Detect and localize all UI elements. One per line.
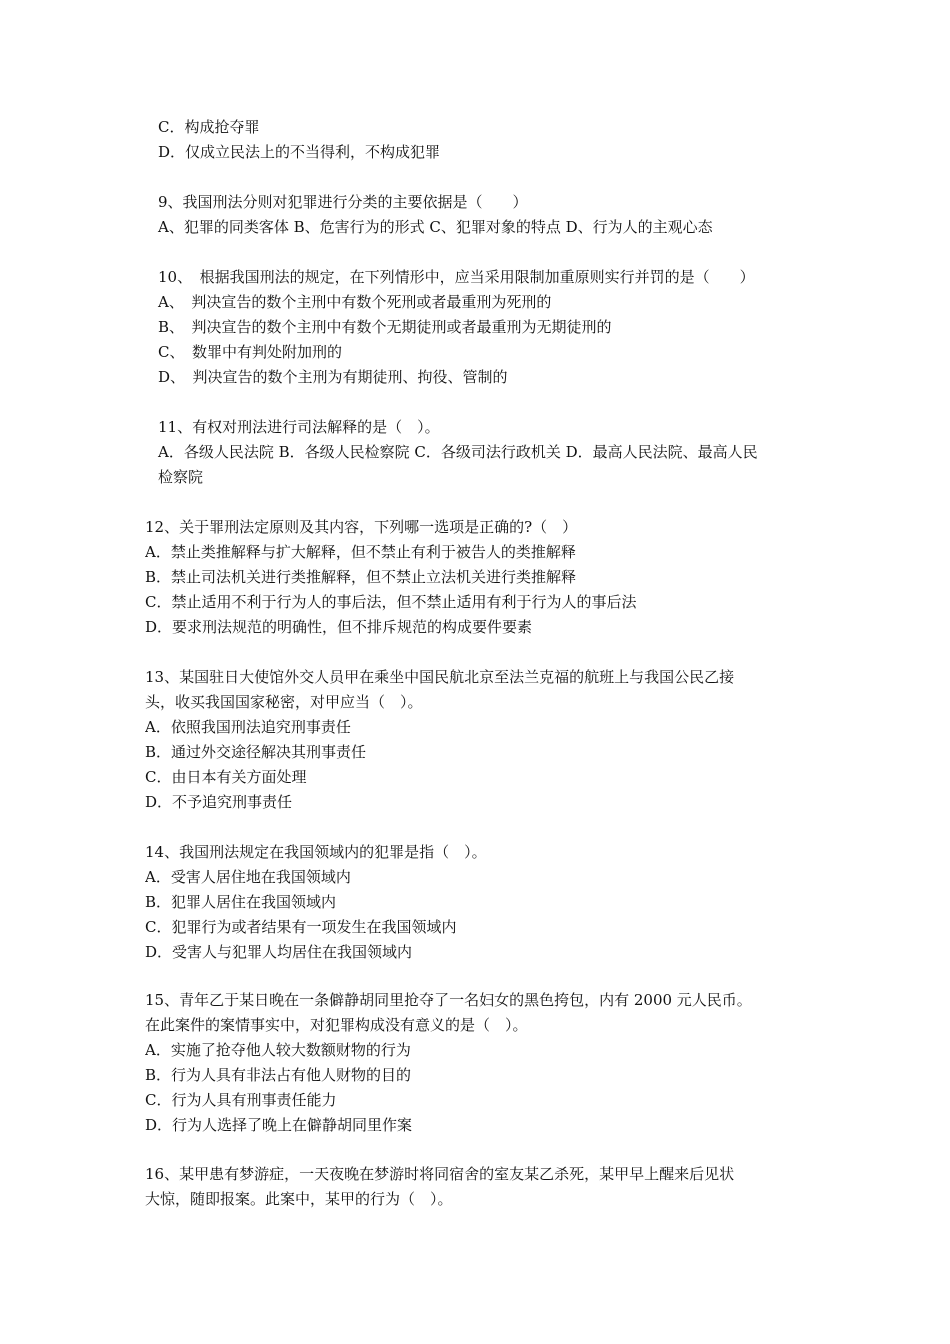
q15-option-a: A．实施了抢夺他人较大数额财物的行为 bbox=[145, 1041, 411, 1059]
question-10 bbox=[145, 265, 815, 390]
question-12 bbox=[145, 515, 815, 640]
q10-option-a: A、 判决宣告的数个主刑中有数个死刑或者最重刑为死刑的 bbox=[158, 293, 552, 311]
q12-option-d: D．要求刑法规范的明确性，但不排斥规范的构成要件要素 bbox=[145, 618, 533, 636]
question-9 bbox=[145, 190, 815, 240]
question-14 bbox=[145, 840, 815, 965]
q9-stem: 9、我国刑法分则对犯罪进行分类的主要依据是（ ） bbox=[158, 193, 528, 211]
q15-stem-line-2: 在此案件的案情事实中，对犯罪构成没有意义的是（ ）。 bbox=[145, 1016, 528, 1034]
q14-stem: 14、我国刑法规定在我国领域内的犯罪是指（ ）。 bbox=[145, 843, 487, 861]
q13-option-a: A．依照我国刑法追究刑事责任 bbox=[145, 718, 351, 736]
q13-stem-line-1: 13、某国驻日大使馆外交人员甲在乘坐中国民航北京至法兰克福的航班上与我国公民乙接 bbox=[145, 668, 735, 686]
q9-options: A、犯罪的同类客体 B、危害行为的形式 C、犯罪对象的特点 D、行为人的主观心态 bbox=[158, 218, 713, 236]
q14-option-d: D．受害人与犯罪人均居住在我国领域内 bbox=[145, 943, 413, 961]
q16-stem-line-1: 16、某甲患有梦游症，一天夜晚在梦游时将同宿舍的室友某乙杀死，某甲早上醒来后见状 bbox=[145, 1165, 735, 1183]
q15-option-c: C．行为人具有刑事责任能力 bbox=[145, 1091, 337, 1109]
question-13 bbox=[145, 665, 815, 815]
q10-option-c: C、 数罪中有判处附加刑的 bbox=[158, 343, 342, 361]
q14-option-b: B．犯罪人居住在我国领域内 bbox=[145, 893, 337, 911]
q11-options-line-1: A．各级人民法院 B．各级人民检察院 C．各级司法行政机关 D．最高人民法院、最高人民 bbox=[158, 443, 758, 461]
q10-option-b: B、 判决宣告的数个主刑中有数个无期徒刑或者最重刑为无期徒刑的 bbox=[158, 318, 612, 336]
q13-option-b: B．通过外交途径解决其刑事责任 bbox=[145, 743, 367, 761]
q12-option-b: B．禁止司法机关进行类推解释，但不禁止立法机关进行类推解释 bbox=[145, 568, 577, 586]
q12-option-c: C．禁止适用不利于行为人的事后法，但不禁止适用有利于行为人的事后法 bbox=[145, 593, 637, 611]
question-11 bbox=[145, 415, 815, 490]
q11-stem: 11、有权对刑法进行司法解释的是（ ）。 bbox=[158, 418, 440, 436]
q13-stem-line-2: 头，收买我国国家秘密，对甲应当（ ）。 bbox=[145, 693, 423, 711]
q10-option-d: D、 判决宣告的数个主刑为有期徒刑、拘役、管制的 bbox=[158, 368, 508, 386]
q13-option-c: C．由日本有关方面处理 bbox=[145, 768, 307, 786]
question-15 bbox=[145, 988, 815, 1138]
q15-option-d: D．行为人选择了晚上在僻静胡同里作案 bbox=[145, 1116, 413, 1134]
q11-options-line-2: 检察院 bbox=[158, 468, 204, 486]
q10-stem: 10、 根据我国刑法的规定，在下列情形中，应当采用限制加重原则实行并罚的是（ ） bbox=[158, 268, 755, 286]
question-8-options bbox=[145, 115, 815, 165]
q12-stem: 12、关于罪刑法定原则及其内容，下列哪一选项是正确的?（ ） bbox=[145, 518, 578, 536]
q16-stem-line-2: 大惊，随即报案。此案中，某甲的行为（ ）。 bbox=[145, 1190, 453, 1208]
q15-option-b: B．行为人具有非法占有他人财物的目的 bbox=[145, 1066, 412, 1084]
question-16 bbox=[145, 1162, 815, 1212]
q13-option-d: D．不予追究刑事责任 bbox=[145, 793, 293, 811]
q14-option-c: C．犯罪行为或者结果有一项发生在我国领域内 bbox=[145, 918, 457, 936]
q8-option-c: C．构成抢夺罪 bbox=[158, 118, 260, 136]
q14-option-a: A．受害人居住地在我国领域内 bbox=[145, 868, 351, 886]
q15-stem-line-1: 15、青年乙于某日晚在一条僻静胡同里抢夺了一名妇女的黑色挎包，内有 2000 元人民币。 bbox=[145, 991, 752, 1009]
q12-option-a: A．禁止类推解释与扩大解释，但不禁止有利于被告人的类推解释 bbox=[145, 543, 576, 561]
q8-option-d: D．仅成立民法上的不当得利，不构成犯罪 bbox=[158, 143, 441, 161]
